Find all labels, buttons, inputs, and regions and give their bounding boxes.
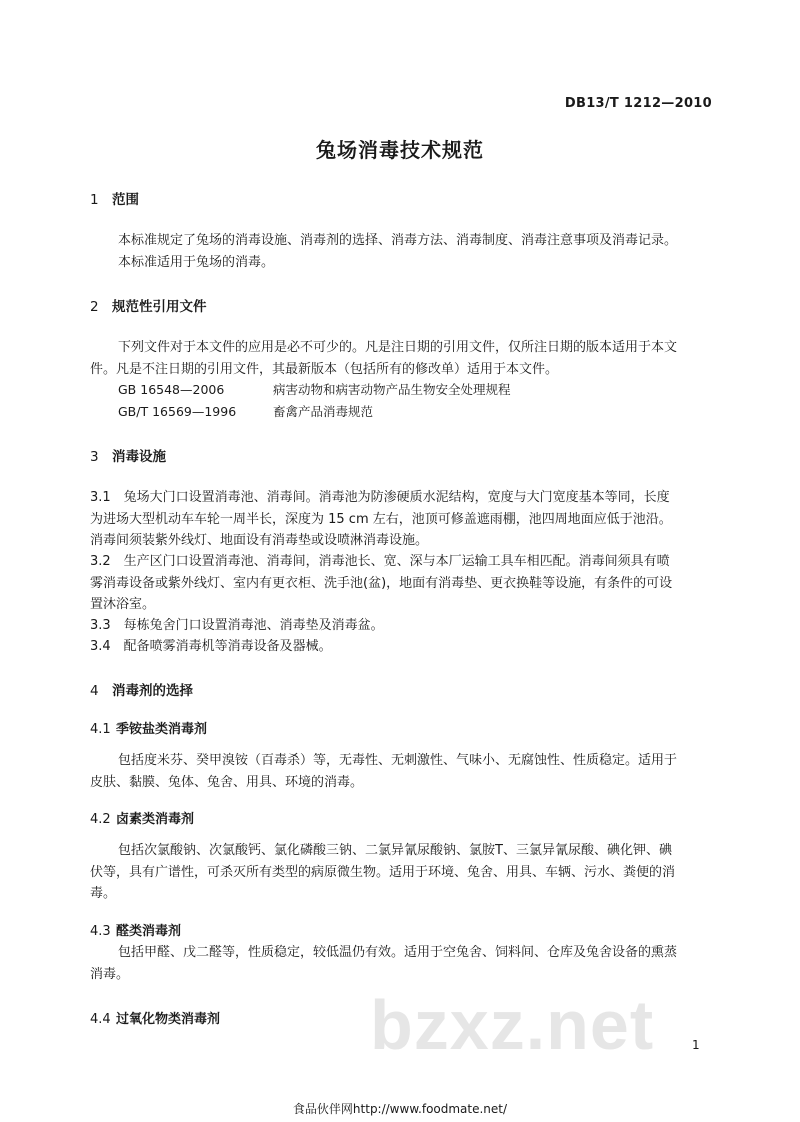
subsection-number: 4.3 xyxy=(90,924,111,939)
clause-3-1 xyxy=(90,487,672,552)
paragraph-line: 伏等，具有广谱性，可杀灭所有类型的病原微生物。适用于环境、兔舍、用具、车辆、污水、粪便的消 xyxy=(90,864,676,880)
paragraph-line: 置沐浴室。 xyxy=(90,597,156,612)
subsection-4-4-heading xyxy=(90,1008,220,1027)
page-number: 1 xyxy=(692,1038,700,1052)
paragraph-line: 包括次氯酸钠、次氯酸钙、氯化磷酸三钠、二氯异氰尿酸钠、氯胺T、三氯异氰尿酸、碘化钾、碘 xyxy=(118,843,672,858)
subsection-title: 醛类消毒剂 xyxy=(116,924,182,939)
paragraph-line: 3.1 兔场大门口设置消毒池、消毒间。消毒池为防渗硬质水泥结构，宽度与大门宽度基本等同，长度 xyxy=(90,490,670,505)
subsection-number: 4.2 xyxy=(90,812,111,827)
paragraph-line: 3.4 配备喷雾消毒机等消毒设备及器械。 xyxy=(90,639,332,654)
paragraph-line: 包括甲醛、戊二醛等，性质稳定，较低温仍有效。适用于空兔舍、饲料间、仓库及兔舍设备的熏蒸 xyxy=(118,945,678,960)
paragraph-line: 3.3 每栋兔舍门口设置消毒池、消毒垫及消毒盆。 xyxy=(90,618,384,633)
subsection-4-2-heading xyxy=(90,808,194,827)
section-2-body xyxy=(90,337,677,380)
section-1-heading xyxy=(90,188,139,208)
paragraph-line: 消毒间须装紫外线灯、地面设有消毒垫或设喷淋消毒设施。 xyxy=(90,533,429,548)
paragraph-line: 雾消毒设备或紫外线灯、室内有更衣柜、洗手池(盆)，地面有消毒垫、更衣换鞋等设施，有条件的可设 xyxy=(90,575,673,591)
paragraph-line: 毒。 xyxy=(90,886,117,901)
section-title: 消毒设施 xyxy=(112,449,166,465)
section-1-body xyxy=(118,230,677,273)
subsection-number: 4.1 xyxy=(90,722,111,737)
reference-2 xyxy=(118,402,373,420)
subsection-4-3-heading xyxy=(90,920,181,939)
footer-link[interactable]: 食品伙伴网http://www.foodmate.net/ xyxy=(292,1102,508,1116)
paragraph-line: 件。凡是不注日期的引用文件，其最新版本（包括所有的修改单）适用于本文件。 xyxy=(90,361,559,377)
clause-3-4 xyxy=(90,636,332,658)
section-number: 4 xyxy=(90,683,99,699)
subsection-title: 季铵盐类消毒剂 xyxy=(116,722,208,737)
document-title: 兔场消毒技术规范 xyxy=(316,138,484,162)
section-title: 规范性引用文件 xyxy=(112,299,207,315)
section-number: 3 xyxy=(90,449,99,465)
paragraph-line: 下列文件对于本文件的应用是必不可少的。凡是注日期的引用文件，仅所注日期的版本适用于本文 xyxy=(118,340,678,355)
clause-3-3 xyxy=(90,615,384,637)
paragraph-line: 皮肤、黏膜、兔体、兔舍、用具、环境的消毒。 xyxy=(90,774,364,790)
paragraph-line: 3.2 生产区门口设置消毒池、消毒间，消毒池长、宽、深与本厂运输工具车相匹配。消毒间须具有喷 xyxy=(90,554,670,569)
section-title: 范围 xyxy=(112,192,139,208)
standard-code: DB13/T 1212—2010 xyxy=(564,96,712,111)
subsection-4-1-body xyxy=(90,750,677,793)
reference-name: 病害动物和病害动物产品生物安全处理规程 xyxy=(273,382,511,397)
subsection-title: 卤素类消毒剂 xyxy=(116,812,195,827)
reference-1 xyxy=(118,380,511,398)
subsection-number: 4.4 xyxy=(90,1012,111,1027)
subsection-4-1-heading xyxy=(90,718,207,737)
reference-name: 畜禽产品消毒规范 xyxy=(273,404,374,419)
watermark: bzxz.net xyxy=(370,986,655,1064)
clause-3-2 xyxy=(90,551,672,616)
paragraph-line: 本标准适用于兔场的消毒。 xyxy=(118,254,275,270)
reference-code: GB/T 16569—1996 xyxy=(118,404,237,419)
section-title: 消毒剂的选择 xyxy=(112,683,193,699)
subsection-title: 过氧化物类消毒剂 xyxy=(116,1012,221,1027)
section-3-heading xyxy=(90,445,166,465)
paragraph-line: 消毒。 xyxy=(90,966,130,982)
section-number: 2 xyxy=(90,299,99,315)
section-number: 1 xyxy=(90,192,99,208)
reference-code: GB 16548—2006 xyxy=(118,382,225,397)
section-2-heading xyxy=(90,295,207,315)
subsection-4-2-body xyxy=(90,840,675,905)
paragraph-line: 本标准规定了兔场的消毒设施、消毒剂的选择、消毒方法、消毒制度、消毒注意事项及消毒记录。 xyxy=(118,233,678,248)
paragraph-line: 为进场大型机动车车轮一周半长，深度为 15 cm 左右，池顶可修盖遮雨棚，池四周地面应低于池沿。 xyxy=(90,511,672,527)
section-4-heading xyxy=(90,679,193,699)
paragraph-line: 包括度米芬、癸甲溴铵（百毒杀）等，无毒性、无刺激性、气味小、无腐蚀性、性质稳定。适用于 xyxy=(118,753,678,768)
subsection-4-3-body xyxy=(90,942,677,985)
